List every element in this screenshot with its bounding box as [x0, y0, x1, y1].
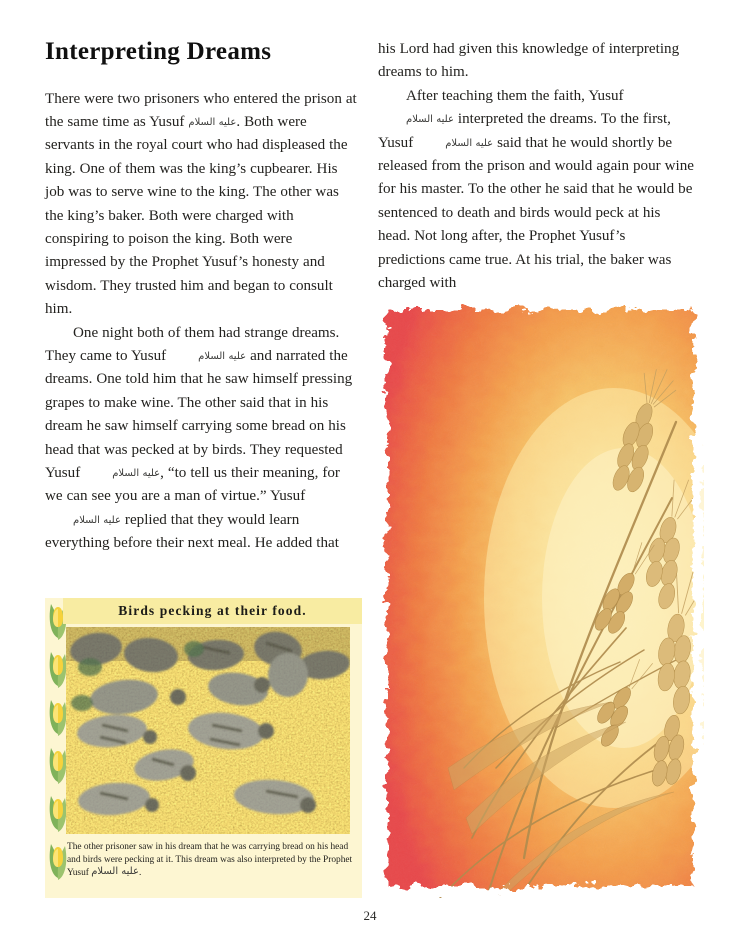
paragraph: After teaching them the faith, Yusuf عليه السلام interpreted the dreams. To the first, Yusuf عليه السلام said that he would shortly be released from the prison and would again pour wine for his master. To the other he said that he would be sentenced to death and birds would peck at his head. Not long after, the Prophet Yusuf’s predictions came true. At his trial, the baker was charged with: [378, 87, 694, 292]
left-text-column: [45, 38, 357, 556]
honorific-glyph: عليه السلام: [91, 866, 139, 878]
pigeons-photo-graphic: [66, 627, 350, 834]
wheat-illustration: [376, 298, 704, 898]
honorific-glyph: عليه السلام: [188, 116, 237, 128]
page-number: 24: [363, 908, 377, 923]
pigeons-photo: [66, 627, 350, 834]
honorific-glyph: عليه السلام: [112, 468, 161, 479]
honorific-glyph: عليه السلام: [198, 350, 247, 362]
wheat-illustration-graphic: [376, 298, 704, 898]
sidebar-caption-box: [45, 598, 362, 898]
page-title: Interpreting Dreams: [45, 38, 272, 65]
caption-title-band: [63, 598, 362, 624]
paragraph: One night both of them had strange dreams. They came to Yusuf عليه السلام and narrated the dreams. One told him that he saw himself pressing grapes to make wine. The other said that in his dream he saw himself carrying some bread on his head that was pecked at by birds. They requested Yusuf عليه السلام, “to tell us their meaning, for we can see you are a man of virtue.” Yusuf عليه السلام replied that they would learn everything before their next meal. He added that: [45, 324, 353, 552]
paragraph: There were two prisoners who entered the prison at the same time as Yusuf عليه السلام. Both were servants in the royal court who had displeased the king. One of them was the king’s cupbearer. His job was to serve wine to the king. The other was the king’s baker. Both were charged with conspiring to poison the king. Both were impressed by the Prophet Yusuf’s honesty and wisdom. They trusted him and began to consult him.: [45, 90, 357, 318]
photo-caption: The other prisoner saw in his dream that he was carrying bread on his head and birds were pecking at it. This dream was also interpreted by the Prophet Yusuf عليه السلام.: [67, 842, 353, 879]
paragraph: his Lord had given this knowledge of interpreting dreams to him.: [378, 41, 680, 81]
honorific-glyph: عليه السلام: [406, 114, 454, 126]
caption-title: Birds pecking at their food.: [118, 603, 307, 618]
right-text-column: [378, 38, 696, 295]
honorific-glyph: عليه السلام: [445, 137, 494, 149]
honorific-glyph: عليه السلام: [73, 514, 121, 526]
